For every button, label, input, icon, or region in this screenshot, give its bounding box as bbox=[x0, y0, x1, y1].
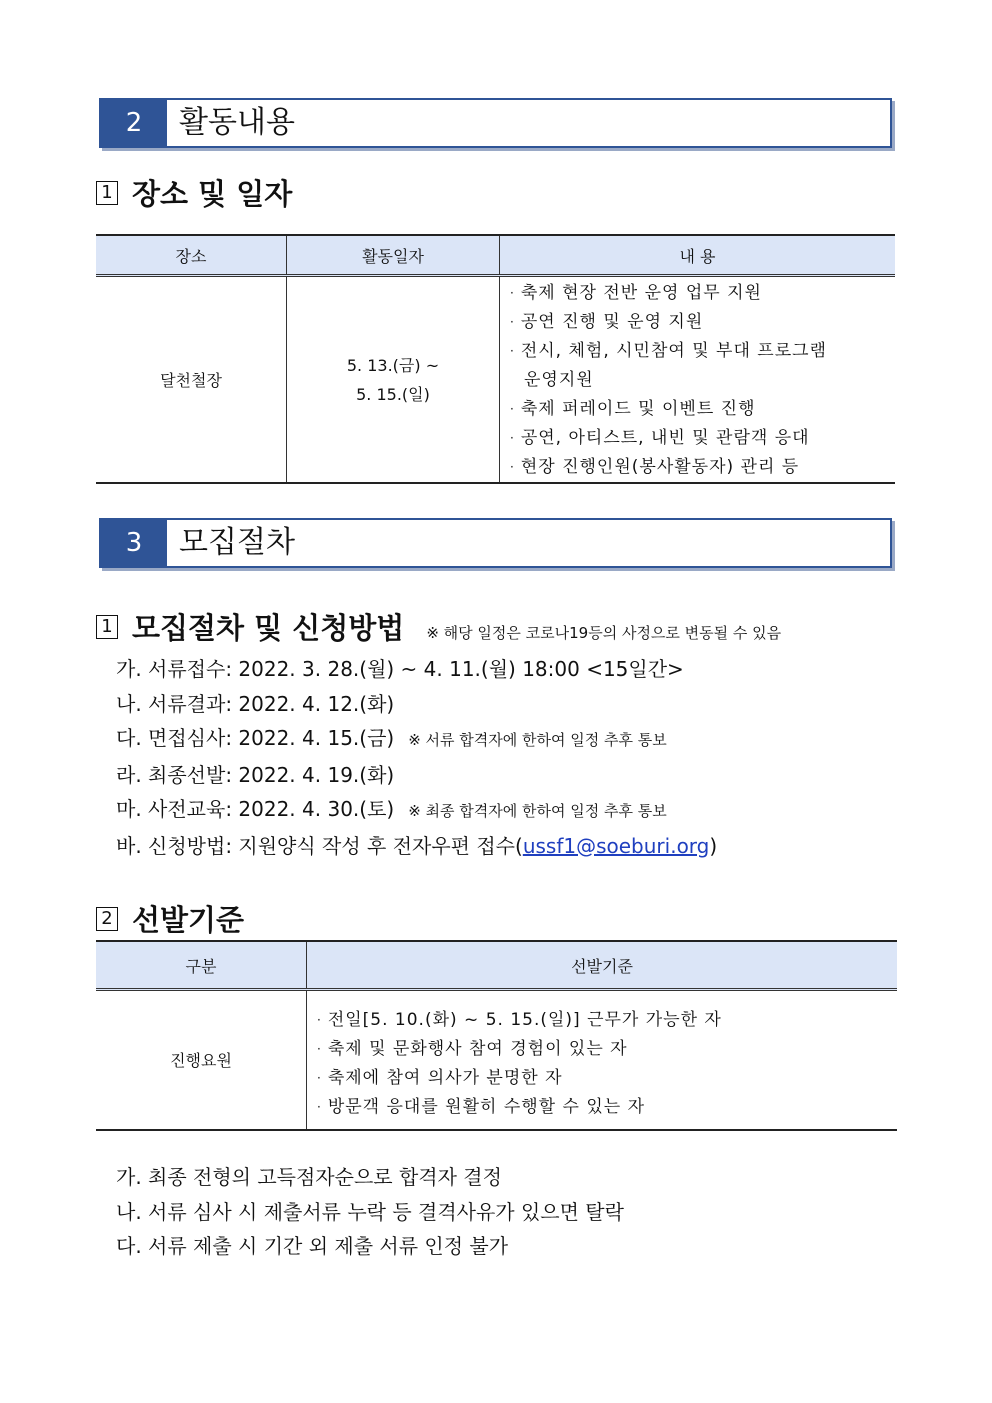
procedure-line-text: ) bbox=[709, 833, 718, 858]
role-cell: 진행요원 bbox=[96, 990, 307, 1130]
procedure-line bbox=[116, 721, 717, 758]
procedure-line-text: 다. 면접심사: 2022. 4. 15.(금) bbox=[116, 726, 395, 750]
boxed-number: 2 bbox=[96, 907, 118, 931]
subheading-criteria bbox=[96, 902, 244, 938]
list-item: · 축제 퍼레이드 및 이벤트 진행 bbox=[510, 395, 885, 424]
section-number: 2 bbox=[101, 100, 167, 146]
section-title: 모집절차 bbox=[179, 525, 295, 560]
section-title: 활동내용 bbox=[179, 105, 295, 140]
schedule-note: ※ 해당 일정은 코로나19등의 사정으로 변동될 수 있음 bbox=[426, 624, 782, 642]
subheading-place-date bbox=[96, 176, 292, 212]
place-cell: 달천철장 bbox=[96, 276, 287, 484]
procedure-line: 가. 서류접수: 2022. 3. 28.(월) ~ 4. 11.(월) 18:00 <15일간> bbox=[116, 657, 684, 681]
criteria-cell bbox=[307, 990, 898, 1130]
subheading-text: 장소 및 일자 bbox=[132, 177, 293, 211]
list-item: · 현장 진행인원(봉사활동자) 관리 등 bbox=[510, 453, 885, 482]
list-item: · 전시, 체험, 시민참여 및 부대 프로그램 bbox=[510, 337, 885, 366]
procedure-line-text: 바. 신청방법: 지원양식 작성 후 전자우편 접수( bbox=[116, 833, 523, 858]
list-item: · 방문객 응대를 원활히 수행할 수 있는 자 bbox=[317, 1093, 887, 1122]
criteria-table bbox=[96, 940, 897, 1131]
date-start: 5. 13.(금) ~ bbox=[346, 355, 440, 375]
procedure-line: 나. 서류결과: 2022. 4. 12.(화) bbox=[116, 691, 395, 716]
list-item: · 축제에 참여 의사가 분명한 자 bbox=[317, 1064, 887, 1093]
header-criteria: 선발기준 bbox=[307, 941, 898, 990]
procedure-line-text: 마. 사전교육: 2022. 4. 30.(토) bbox=[116, 797, 395, 821]
date-end: 5. 15.(일) bbox=[356, 384, 430, 404]
procedure-list bbox=[116, 652, 717, 863]
boxed-number: 1 bbox=[96, 615, 118, 639]
procedure-line bbox=[116, 829, 717, 864]
section-3-header bbox=[99, 518, 892, 568]
criteria-note: 다. 서류 제출 시 기간 외 제출 서류 인정 불가 bbox=[116, 1234, 509, 1258]
header-content: 내 용 bbox=[500, 235, 896, 276]
procedure-note: ※ 최종 합격자에 한하여 일정 추후 통보 bbox=[408, 802, 667, 820]
list-item: · 전일[5. 10.(화) ~ 5. 15.(일)] 근무가 가능한 자 bbox=[317, 1006, 887, 1035]
date-cell bbox=[287, 276, 500, 484]
list-item: · 공연 진행 및 운영 지원 bbox=[510, 308, 885, 337]
criteria-note: 나. 서류 심사 시 제출서류 누락 등 결격사유가 있으면 탈락 bbox=[116, 1199, 624, 1224]
procedure-line bbox=[116, 792, 717, 829]
list-item: · 축제 현장 전반 운영 업무 지원 bbox=[510, 279, 885, 308]
list-item: · 축제 및 문화행사 참여 경험이 있는 자 bbox=[317, 1035, 887, 1064]
criteria-notes bbox=[116, 1160, 624, 1264]
subheading-text: 모집절차 및 신청방법 bbox=[132, 611, 405, 645]
procedure-note: ※ 서류 합격자에 한하여 일정 추후 통보 bbox=[408, 731, 667, 749]
header-category: 구분 bbox=[96, 941, 307, 990]
subheading-text: 선발기준 bbox=[132, 903, 245, 937]
boxed-number: 1 bbox=[96, 181, 118, 205]
list-item-continued: 운영지원 bbox=[524, 370, 594, 390]
header-date: 활동일자 bbox=[287, 235, 500, 276]
subheading-procedure bbox=[96, 610, 781, 651]
content-cell bbox=[500, 276, 896, 484]
criteria-note: 가. 최종 전형의 고득점자순으로 합격자 결정 bbox=[116, 1165, 502, 1189]
place-date-table bbox=[96, 234, 895, 484]
email-link[interactable]: ussf1@soeburi.org bbox=[522, 833, 710, 858]
procedure-line: 라. 최종선발: 2022. 4. 19.(화) bbox=[116, 762, 395, 787]
section-2-header bbox=[99, 98, 892, 148]
section-number: 3 bbox=[101, 520, 167, 566]
header-place: 장소 bbox=[96, 235, 287, 276]
list-item: · 공연, 아티스트, 내빈 및 관람객 응대 bbox=[510, 424, 885, 453]
